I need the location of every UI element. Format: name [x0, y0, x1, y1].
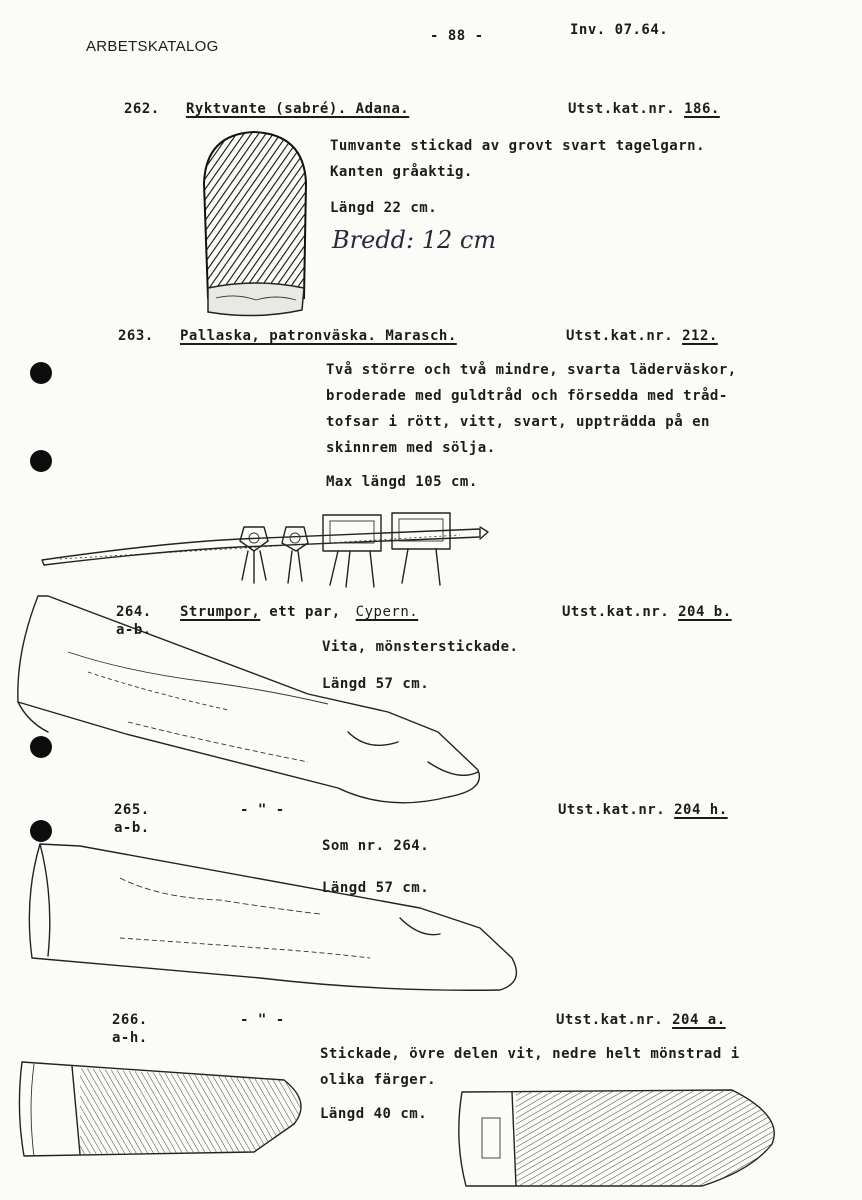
- entry-263-desc-line: broderade med guldtråd och försedda med tråd-: [326, 388, 728, 404]
- exhibit-number: 212.: [682, 328, 718, 344]
- entry-266-sub: a-h.: [112, 1030, 148, 1046]
- page-number: - 88 -: [430, 28, 484, 44]
- entry-265-length: Längd 57 cm.: [322, 880, 430, 896]
- entry-265-exhibit: [558, 802, 728, 818]
- exhibit-prefix: Utst.kat.nr.: [566, 328, 674, 344]
- entry-262-handwritten-width: Bredd: 12 cm: [332, 226, 497, 254]
- entry-263-title: Pallaska, patronväska. Marasch.: [180, 328, 457, 344]
- entry-263-desc-line: Två större och två mindre, svarta läderväskor,: [326, 362, 737, 378]
- exhibit-number: 204 h.: [674, 802, 728, 818]
- entry-266-desc-line: olika färger.: [320, 1072, 437, 1088]
- entry-262-title: Ryktvante (sabré). Adana.: [186, 101, 410, 117]
- catalog-header: ARBETSKATALOG: [86, 38, 219, 55]
- entry-265-sub: a-b.: [114, 820, 150, 836]
- entry-262-desc-line: Kanten gråaktig.: [330, 164, 473, 180]
- entry-266-number: 266.: [112, 1012, 148, 1028]
- entry-264-length: Längd 57 cm.: [322, 676, 430, 692]
- entry-264-number: 264.: [116, 604, 152, 620]
- punch-hole: [30, 362, 52, 384]
- punch-hole: [30, 450, 52, 472]
- entry-263-desc-line: tofsar i rött, vitt, svart, uppträdda på en: [326, 414, 710, 430]
- cartridge-belt-drawing: [40, 505, 490, 595]
- entry-265-ditto: - " -: [240, 802, 285, 818]
- exhibit-number: 204 b.: [678, 604, 732, 620]
- entry-266-length: Längd 40 cm.: [320, 1106, 428, 1122]
- entry-266-desc-line: Stickade, övre delen vit, nedre helt mönstrad i: [320, 1046, 740, 1062]
- exhibit-number: 204 a.: [672, 1012, 726, 1028]
- sock-drawing: [452, 1080, 792, 1192]
- entry-262-exhibit: [568, 101, 720, 117]
- entry-264-title-rest: ett par,: [269, 604, 341, 620]
- entry-264-title-main: Strumpor,: [180, 604, 261, 620]
- inventory-number: Inv. 07.64.: [570, 22, 669, 38]
- exhibit-prefix: Utst.kat.nr.: [558, 802, 666, 818]
- entry-263-exhibit: [566, 328, 718, 344]
- entry-263-desc-line: skinnrem med sölja.: [326, 440, 496, 456]
- entry-266-exhibit: [556, 1012, 726, 1028]
- entry-265-desc-line: Som nr. 264.: [322, 838, 430, 854]
- entry-265-number: 265.: [114, 802, 150, 818]
- entry-262-length: Längd 22 cm.: [330, 200, 438, 216]
- entry-263-number: 263.: [118, 328, 154, 344]
- glove-drawing: [196, 128, 316, 323]
- entry-262-number: 262.: [124, 101, 160, 117]
- exhibit-prefix: Utst.kat.nr.: [562, 604, 670, 620]
- exhibit-prefix: Utst.kat.nr.: [556, 1012, 664, 1028]
- entry-264-sub: a-b.: [116, 622, 152, 638]
- entry-262-desc-line: Tumvante stickad av grovt svart tagelgarn.: [330, 138, 706, 154]
- sock-drawing: [14, 1052, 314, 1164]
- exhibit-prefix: Utst.kat.nr.: [568, 101, 676, 117]
- stocking-drawing: [20, 838, 520, 998]
- entry-263-length: Max längd 105 cm.: [326, 474, 478, 490]
- exhibit-number: 186.: [684, 101, 720, 117]
- entry-264-exhibit: [562, 604, 732, 620]
- entry-264-place: Cypern.: [355, 604, 419, 620]
- stocking-drawing: [8, 592, 488, 818]
- entry-264-desc-line: Vita, mönsterstickade.: [322, 639, 519, 655]
- entry-266-ditto: - " -: [240, 1012, 285, 1028]
